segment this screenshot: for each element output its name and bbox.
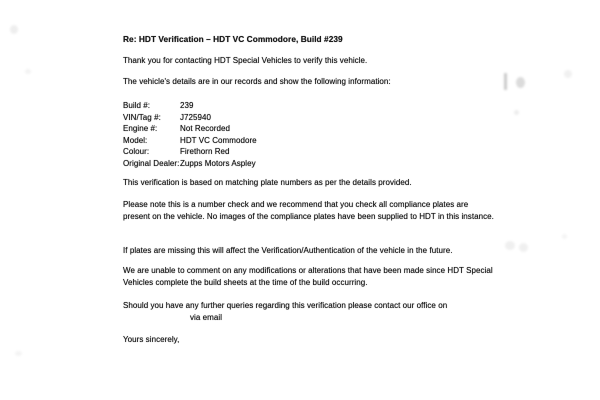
scan-artifact: [514, 110, 519, 115]
detail-label: Colour:: [123, 147, 150, 157]
detail-value: HDT VC Commodore: [180, 135, 257, 145]
paragraph-details-lead: The vehicle's details are in our records and show the following information:: [123, 77, 391, 86]
detail-label: Engine #:: [123, 124, 158, 134]
paragraph-number-check: Please note this is a number check and we recommend that you check all compliance plates are present on the vehicle. No images of the compliance plates have been supplied to HDT in this instance.: [123, 200, 494, 221]
scan-artifact: [25, 69, 31, 74]
paragraph-verification-basis: This verification is based on matching plate numbers as per the details provided.: [123, 178, 412, 187]
scan-artifact: [505, 241, 515, 250]
scan-artifact: [10, 25, 18, 34]
detail-value: Zupps Motors Aspley: [180, 158, 256, 168]
detail-row-engine: [123, 123, 257, 135]
scan-artifact: [504, 73, 507, 90]
detail-label: Model:: [123, 135, 148, 145]
detail-row-dealer: [123, 158, 257, 170]
contact-via-email: via email: [190, 313, 223, 322]
paragraph-thank-you: Thank you for contacting HDT Special Vehicles to verify this vehicle.: [123, 56, 368, 65]
detail-label: Original Dealer:: [123, 158, 180, 168]
vehicle-details-table: [123, 100, 257, 170]
detail-value: J725940: [180, 112, 212, 122]
detail-row-model: [123, 135, 257, 147]
closing-salutation: Yours sincerely,: [123, 335, 180, 344]
detail-value: 239: [180, 101, 194, 110]
detail-row-colour: [123, 146, 257, 158]
detail-row-vin: [123, 112, 257, 124]
detail-row-build: [123, 100, 257, 112]
detail-value: Firethorn Red: [180, 147, 230, 157]
paragraph-modifications: We are unable to comment on any modifications or alterations that have been made since HDT Special Vehicles complete the build sheets at the time of the build occurring.: [123, 266, 493, 287]
scan-artifact: [519, 243, 528, 252]
detail-label: VIN/Tag #:: [123, 112, 161, 122]
scan-artifact: [516, 77, 525, 88]
scan-artifact: [15, 351, 22, 356]
paragraph-plates-missing: If plates are missing this will affect the Verification/Authentication of the vehicle in the future.: [123, 246, 453, 255]
paragraph-contact: Should you have any further queries regarding this verification please contact our office on: [123, 301, 448, 310]
subject-line: Re: HDT Verification – HDT VC Commodore, Build #239: [123, 34, 343, 44]
scan-artifact: [564, 70, 572, 78]
detail-value: Not Recorded: [180, 124, 230, 134]
detail-label: Build #:: [123, 101, 151, 110]
scan-artifact: [562, 234, 567, 239]
